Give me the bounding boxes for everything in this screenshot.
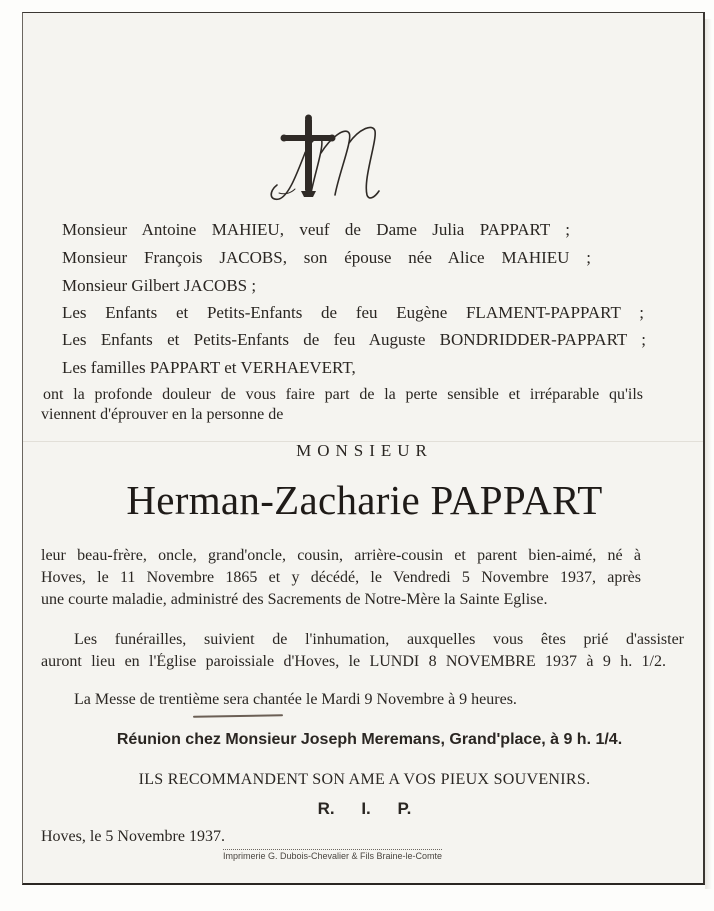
pen-underline-mark <box>193 714 283 718</box>
description-line: une courte maladie, administré des Sacrements de Notre-Mère la Sainte Eglise. <box>41 591 548 608</box>
description-line: Hoves, le 11 Novembre 1865 et y décédé, le Vendredi 5 Novembre 1937, après <box>41 569 641 586</box>
announcement-line: viennent d'éprouver en la personne de <box>41 406 284 423</box>
reunion-line: Réunion chez Monsieur Joseph Meremans, Grand'place, à 9 h. 1/4. <box>116 731 623 748</box>
deceased-name: Herman-Zacharie PAPPART <box>126 477 603 523</box>
funeral-notice-sheet <box>22 12 705 885</box>
title-monsieur: MONSIEUR <box>296 441 433 460</box>
family-line: Monsieur François JACOBS, son épouse née Alice MAHIEU ; <box>62 248 591 267</box>
funeral-line: Les funérailles, suivient de l'inhumation, auxquelles vous êtes prié d'assister <box>74 631 684 648</box>
mass-line: La Messe de trentième sera chantée le Mardi 9 Novembre à 9 heures. <box>74 691 517 708</box>
recommend-line: ILS RECOMMANDENT SON AME A VOS PIEUX SOUVENIRS. <box>138 771 591 788</box>
family-line: Monsieur Antoine MAHIEU, veuf de Dame Julia PAPPART ; <box>62 220 570 239</box>
cross-monogram-emblem <box>255 113 385 208</box>
announcement-line: ont la profonde douleur de vous faire part de la perte sensible et irréparable qu'ils <box>43 386 643 403</box>
paper-edge-shadow <box>705 19 712 889</box>
family-line: Les Enfants et Petits-Enfants de feu Eugène FLAMENT-PAPPART ; <box>62 303 644 322</box>
funeral-line: auront lieu en l'Église paroissiale d'Hoves, le LUNDI 8 NOVEMBRE 1937 à 9 h. 1/2. <box>41 653 666 670</box>
printer-credit: Imprimerie G. Dubois-Chevalier & Fils Braine-le-Comte <box>223 851 443 861</box>
family-line: Monsieur Gilbert JACOBS ; <box>62 276 257 295</box>
description-line: leur beau-frère, oncle, grand'oncle, cousin, arrière-cousin et parent bien-aimé, né à <box>41 547 641 564</box>
family-line: Les familles PAPPART et VERHAEVERT, <box>62 358 356 377</box>
latin-cross-icon <box>281 115 336 198</box>
rip-line: R. I. P. <box>317 799 412 818</box>
place-date: Hoves, le 5 Novembre 1937. <box>41 828 225 845</box>
family-line: Les Enfants et Petits-Enfants de feu Auguste BONDRIDDER-PAPPART ; <box>62 330 646 349</box>
